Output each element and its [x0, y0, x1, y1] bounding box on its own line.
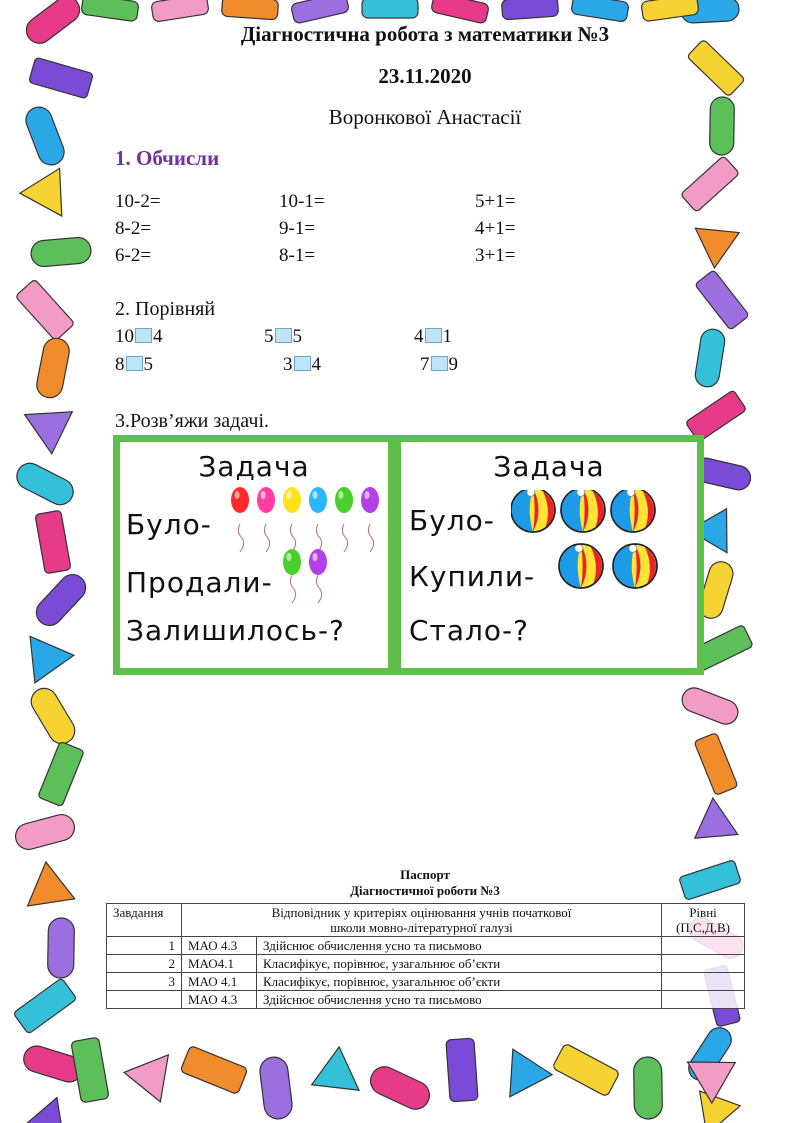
equation: 10-1=: [279, 191, 325, 212]
problem-line-result: Стало-?: [409, 614, 530, 647]
answer-box[interactable]: [431, 356, 448, 371]
balloon-icon: [283, 549, 301, 603]
table-row: МАО 4.3 Здійснює обчислення усно та письмово: [107, 991, 745, 1009]
balloon-icon: [361, 487, 379, 552]
table-row: 2 МАО4.1 Класифікує, порівнює, узагальнює об’єкти: [107, 955, 745, 973]
passport-title: Паспорт Діагностичної роботи №3: [350, 867, 500, 898]
table-row: 3 МАО 4.1 Класифікує, порівнює, узагальнює об’єкти: [107, 973, 745, 991]
problem-title: Задача: [198, 450, 310, 483]
balloon-icon: [231, 487, 249, 552]
task2-heading: 2. Порівняй: [115, 298, 216, 320]
passport-table: [106, 903, 745, 1009]
beach-ball-icon: [559, 544, 603, 588]
task1-heading: 1. Обчисли: [115, 146, 220, 170]
comparison: 10 4: [115, 326, 163, 347]
equation: 8-2=: [115, 218, 152, 239]
task3-heading: 3.Розв’яжи задачі.: [115, 410, 269, 432]
table-row: 1 МАО 4.3 Здійснює обчислення усно та письмово: [107, 937, 745, 955]
answer-box[interactable]: [425, 328, 442, 343]
equation: 8-1=: [279, 245, 316, 266]
balloon-icon: [283, 487, 301, 552]
equation: 3+1=: [475, 245, 516, 266]
problem-line-had: Було-: [126, 508, 212, 541]
equation: 4+1=: [475, 218, 516, 239]
beach-ball-icon: [611, 490, 655, 532]
comparison: 8 5: [115, 354, 153, 375]
comparison: 3 4: [283, 354, 321, 375]
task1-column-3: [475, 188, 515, 269]
header-task: Завдання: [107, 904, 182, 937]
balloon-icon: [309, 487, 327, 552]
beach-ball-icon: [561, 490, 605, 532]
problem-line-had: Було-: [409, 504, 495, 537]
beach-ball-icon: [511, 490, 555, 532]
answer-box[interactable]: [275, 328, 292, 343]
beach-ball-icon: [613, 544, 657, 588]
balloon-icon: [335, 487, 353, 552]
comparison: 7 9: [420, 354, 458, 375]
balloon-icon: [257, 487, 275, 552]
problem-line-left: Залишилось-?: [126, 614, 345, 647]
header-levels: Рівні (П,С,Д,В): [662, 904, 745, 937]
equation: 6-2=: [115, 245, 152, 266]
balloons-illustration: [228, 482, 388, 612]
answer-box[interactable]: [126, 356, 143, 371]
balloon-icon: [309, 549, 327, 603]
student-name: Воронкової Анастасії: [328, 105, 522, 129]
equation: 5+1=: [475, 191, 516, 212]
table-header-row: [107, 904, 745, 937]
page-title: Діагностична робота з математики №3: [240, 22, 610, 46]
comparison: 4 1: [414, 326, 452, 347]
comparison: 5 5: [264, 326, 302, 347]
beach-balls-illustration: [511, 490, 697, 610]
problem-card-balloons: [113, 435, 395, 675]
problem-title: Задача: [493, 450, 605, 483]
equation: 9-1=: [279, 218, 316, 239]
equation: 10-2=: [115, 191, 161, 212]
problem-line-sold: Продали-: [126, 566, 273, 599]
task1-column-2: [279, 188, 325, 269]
problem-card-balls: [394, 435, 704, 675]
answer-box[interactable]: [294, 356, 311, 371]
task1-column-1: [115, 188, 161, 269]
answer-box[interactable]: [135, 328, 152, 343]
problem-line-bought: Купили-: [409, 560, 536, 593]
header-criteria: Відповідник у критеріях оцінювання учнів початкової школи мовно-літературної галузі: [182, 904, 662, 937]
date: 23.11.2020: [378, 64, 472, 88]
